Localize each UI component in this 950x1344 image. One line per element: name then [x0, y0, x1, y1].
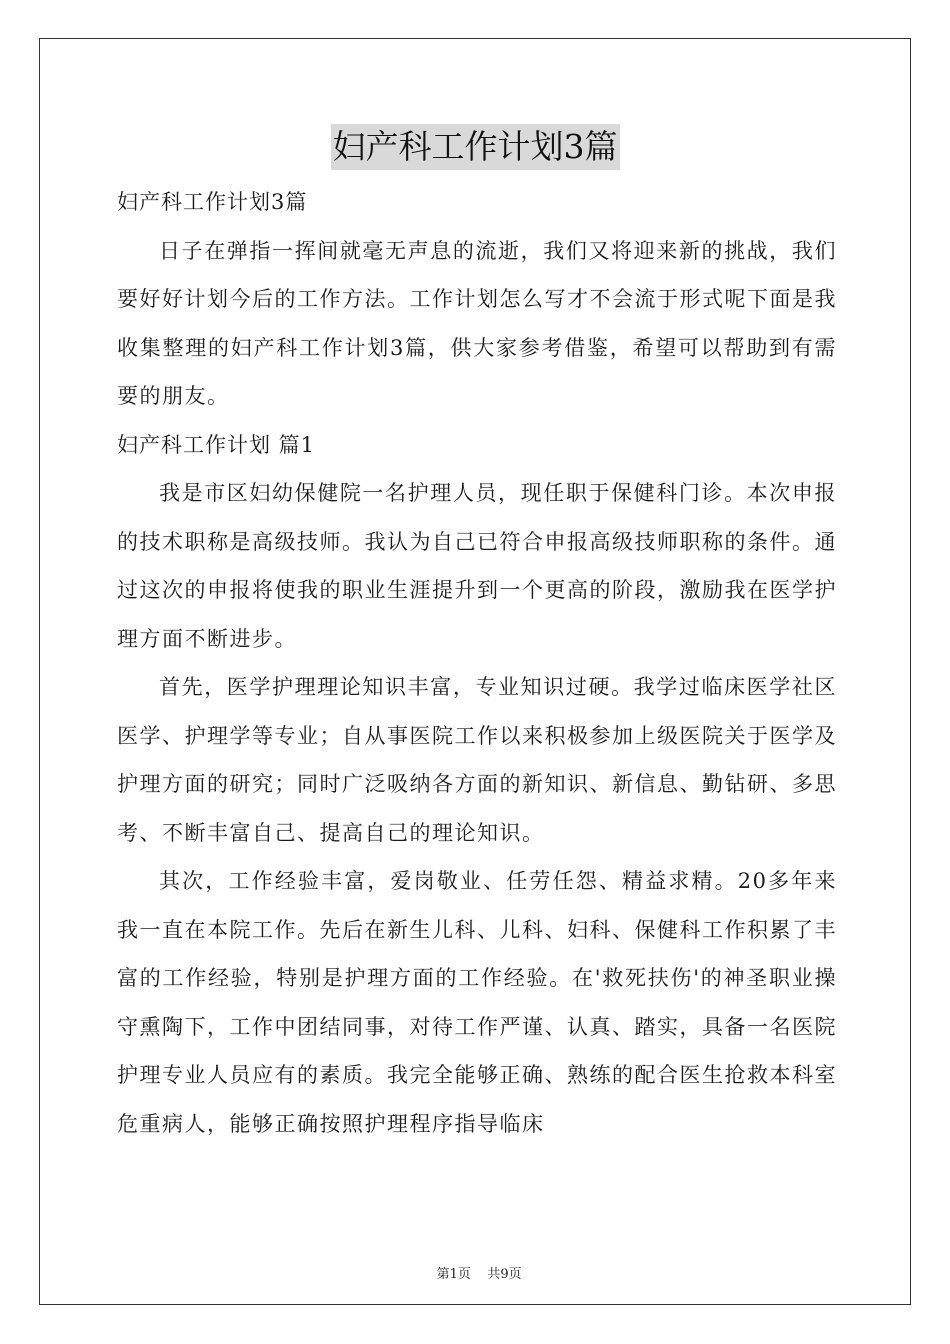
section-heading: 妇产科工作计划 篇1: [117, 432, 316, 457]
page-number-label: 第1页 共9页: [436, 1267, 522, 1282]
paragraph: 日子在弹指一挥间就毫无声息的流逝，我们又将迎来新的挑战，我们要好好计划今后的工作方法。工作计划怎么写才不会流于形式呢下面是我收集整理的妇产科工作计划3篇，供大家参考借鉴，希望可以帮助到有需要的朋友。: [117, 238, 837, 408]
paragraph: 其次，工作经验丰富，爱岗敬业、任劳任怨、精益求精。20多年来我一直在本院工作。先后在新生儿科、儿科、妇科、保健科工作积累了丰富的工作经验，特别是护理方面的工作经验。在'救死扶伤'的神圣职业操守熏陶下，工作中团结同事，对待工作严谨、认真、踏实，具备一名医院护理专业人员应有的素质。我完全能够正确、熟练的配合医生抢救本科室危重病人，能够正确按照护理程序指导临床: [117, 869, 837, 1136]
paragraph: 首先，医学护理理论知识丰富，专业知识过硬。我学过临床医学社区医学、护理学等专业；自从事医院工作以来积极参加上级医院关于医学及护理方面的研究；同时广泛吸纳各方面的新知识、新信息、勤钻研、多思考、不断丰富自己、提高自己的理论知识。: [117, 675, 837, 845]
document-title: 妇产科工作计划3篇: [331, 124, 620, 170]
page-footer: [0, 1248, 950, 1282]
title-container: [0, 124, 950, 170]
section-heading: 妇产科工作计划3篇: [117, 190, 308, 214]
document-body: [117, 178, 837, 1148]
paragraph: 我是市区妇幼保健院一名护理人员，现任职于保健科门诊。本次申报的技术职称是高级技师。我认为自己已符合申报高级技师职称的条件。通过这次的申报将使我的职业生涯提升到一个更高的阶段，激励我在医学护理方面不断进步。: [117, 481, 837, 651]
